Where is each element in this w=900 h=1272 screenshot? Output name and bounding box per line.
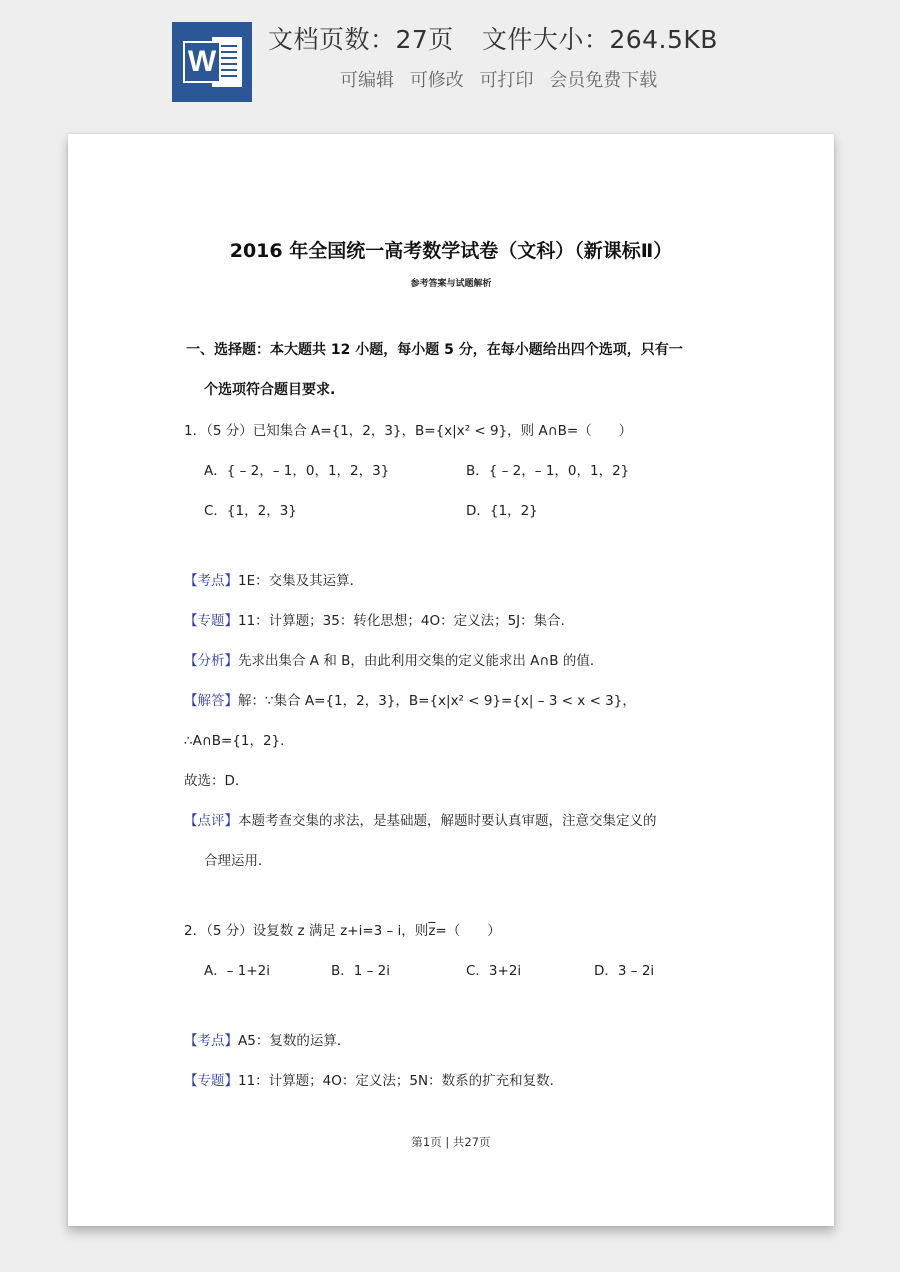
question-2-zhuanti: 【专题】11：计算题；4O：定义法；5N：数系的扩充和复数．: [184, 1073, 564, 1089]
question-1-zhuanti: 【专题】11：计算题；35：转化思想；4O：定义法；5J：集合．: [184, 613, 575, 629]
question-1-dianping: 【点评】本题考查交集的求法，是基础题，解题时要认真审题，注意交集定义的: [184, 813, 657, 829]
file-size: 文件大小：264.5KB: [481, 25, 718, 54]
question-1-fenxi: 【分析】先求出集合 A 和 B，由此利用交集的定义能求出 A∩B 的值．: [184, 653, 604, 669]
question-1-kaodian: 【考点】1E：交集及其运算．: [184, 573, 364, 589]
exam-title: 2016 年全国统一高考数学试卷（文科）（新课标Ⅱ）: [229, 240, 673, 262]
download-banner: [0, 0, 900, 118]
question-1-option-b: B．{ – 2，– 1，0，1，2}: [466, 463, 630, 479]
section-heading-line1: 一、选择题：本大题共 12 小题，每小题 5 分，在每小题给出四个选项，只有一: [186, 342, 683, 358]
feature-member-free-download: 会员免费下载: [549, 70, 658, 91]
question-2-kaodian: 【考点】A5：复数的运算．: [184, 1033, 351, 1049]
question-2-option-a: A．– 1+2i: [204, 963, 271, 979]
question-2-option-d: D．3 – 2i: [594, 963, 655, 979]
question-1-jieda: 【解答】解：∵集合 A={1，2，3}，B={x|x² < 9}={x| – 3 < x < 3}，: [184, 693, 636, 709]
feature-list: [340, 66, 667, 92]
question-1-dianping-cont: 合理运用．: [204, 853, 272, 869]
page-count: 文档页数：27页: [268, 25, 454, 54]
page-footer: 第1页 | 共27页: [411, 1135, 491, 1149]
exam-subtitle: 参考答案与试题解析: [410, 279, 492, 289]
fenxi-label: 【分析】: [184, 653, 238, 669]
feature-modifiable: 可修改: [409, 70, 464, 91]
question-2-option-c: C．3+2i: [466, 963, 522, 979]
zhuanti-label: 【专题】: [184, 1073, 238, 1089]
question-2-option-b: B．1 – 2i: [331, 963, 391, 979]
word-document-icon: [172, 22, 252, 102]
z-conjugate: $\overline{z}$: [428, 923, 436, 939]
zhuanti-label: 【专题】: [184, 613, 238, 629]
file-info-title: [268, 20, 718, 56]
question-1-option-d: D．{1，2}: [466, 503, 538, 519]
question-1-option-a: A．{ – 2，– 1，0，1，2，3}: [204, 463, 390, 479]
feature-printable: 可打印: [479, 70, 534, 91]
word-logo-letter: W: [183, 41, 221, 83]
section-heading-line2: 个选项符合题目要求.: [204, 382, 336, 398]
jieda-label: 【解答】: [184, 693, 238, 709]
feature-editable: 可编辑: [340, 70, 394, 91]
kaodian-label: 【考点】: [184, 1033, 238, 1049]
document-page: [68, 134, 834, 1226]
question-2-stem: 2．（5 分）设复数 z 满足 z+i=3 – i，则$\overline{z}=$（ ）: [184, 923, 501, 939]
question-1-answer: 故选：D．: [184, 773, 249, 789]
question-1-jieda-result: ∴A∩B={1，2}．: [184, 733, 294, 749]
question-1-option-c: C．{1，2，3}: [204, 503, 297, 519]
dianping-label: 【点评】: [184, 813, 238, 829]
kaodian-label: 【考点】: [184, 573, 238, 589]
question-1-stem: 1．（5 分）已知集合 A={1，2，3}，B={x|x² < 9}，则 A∩B=（ ）: [184, 423, 633, 439]
